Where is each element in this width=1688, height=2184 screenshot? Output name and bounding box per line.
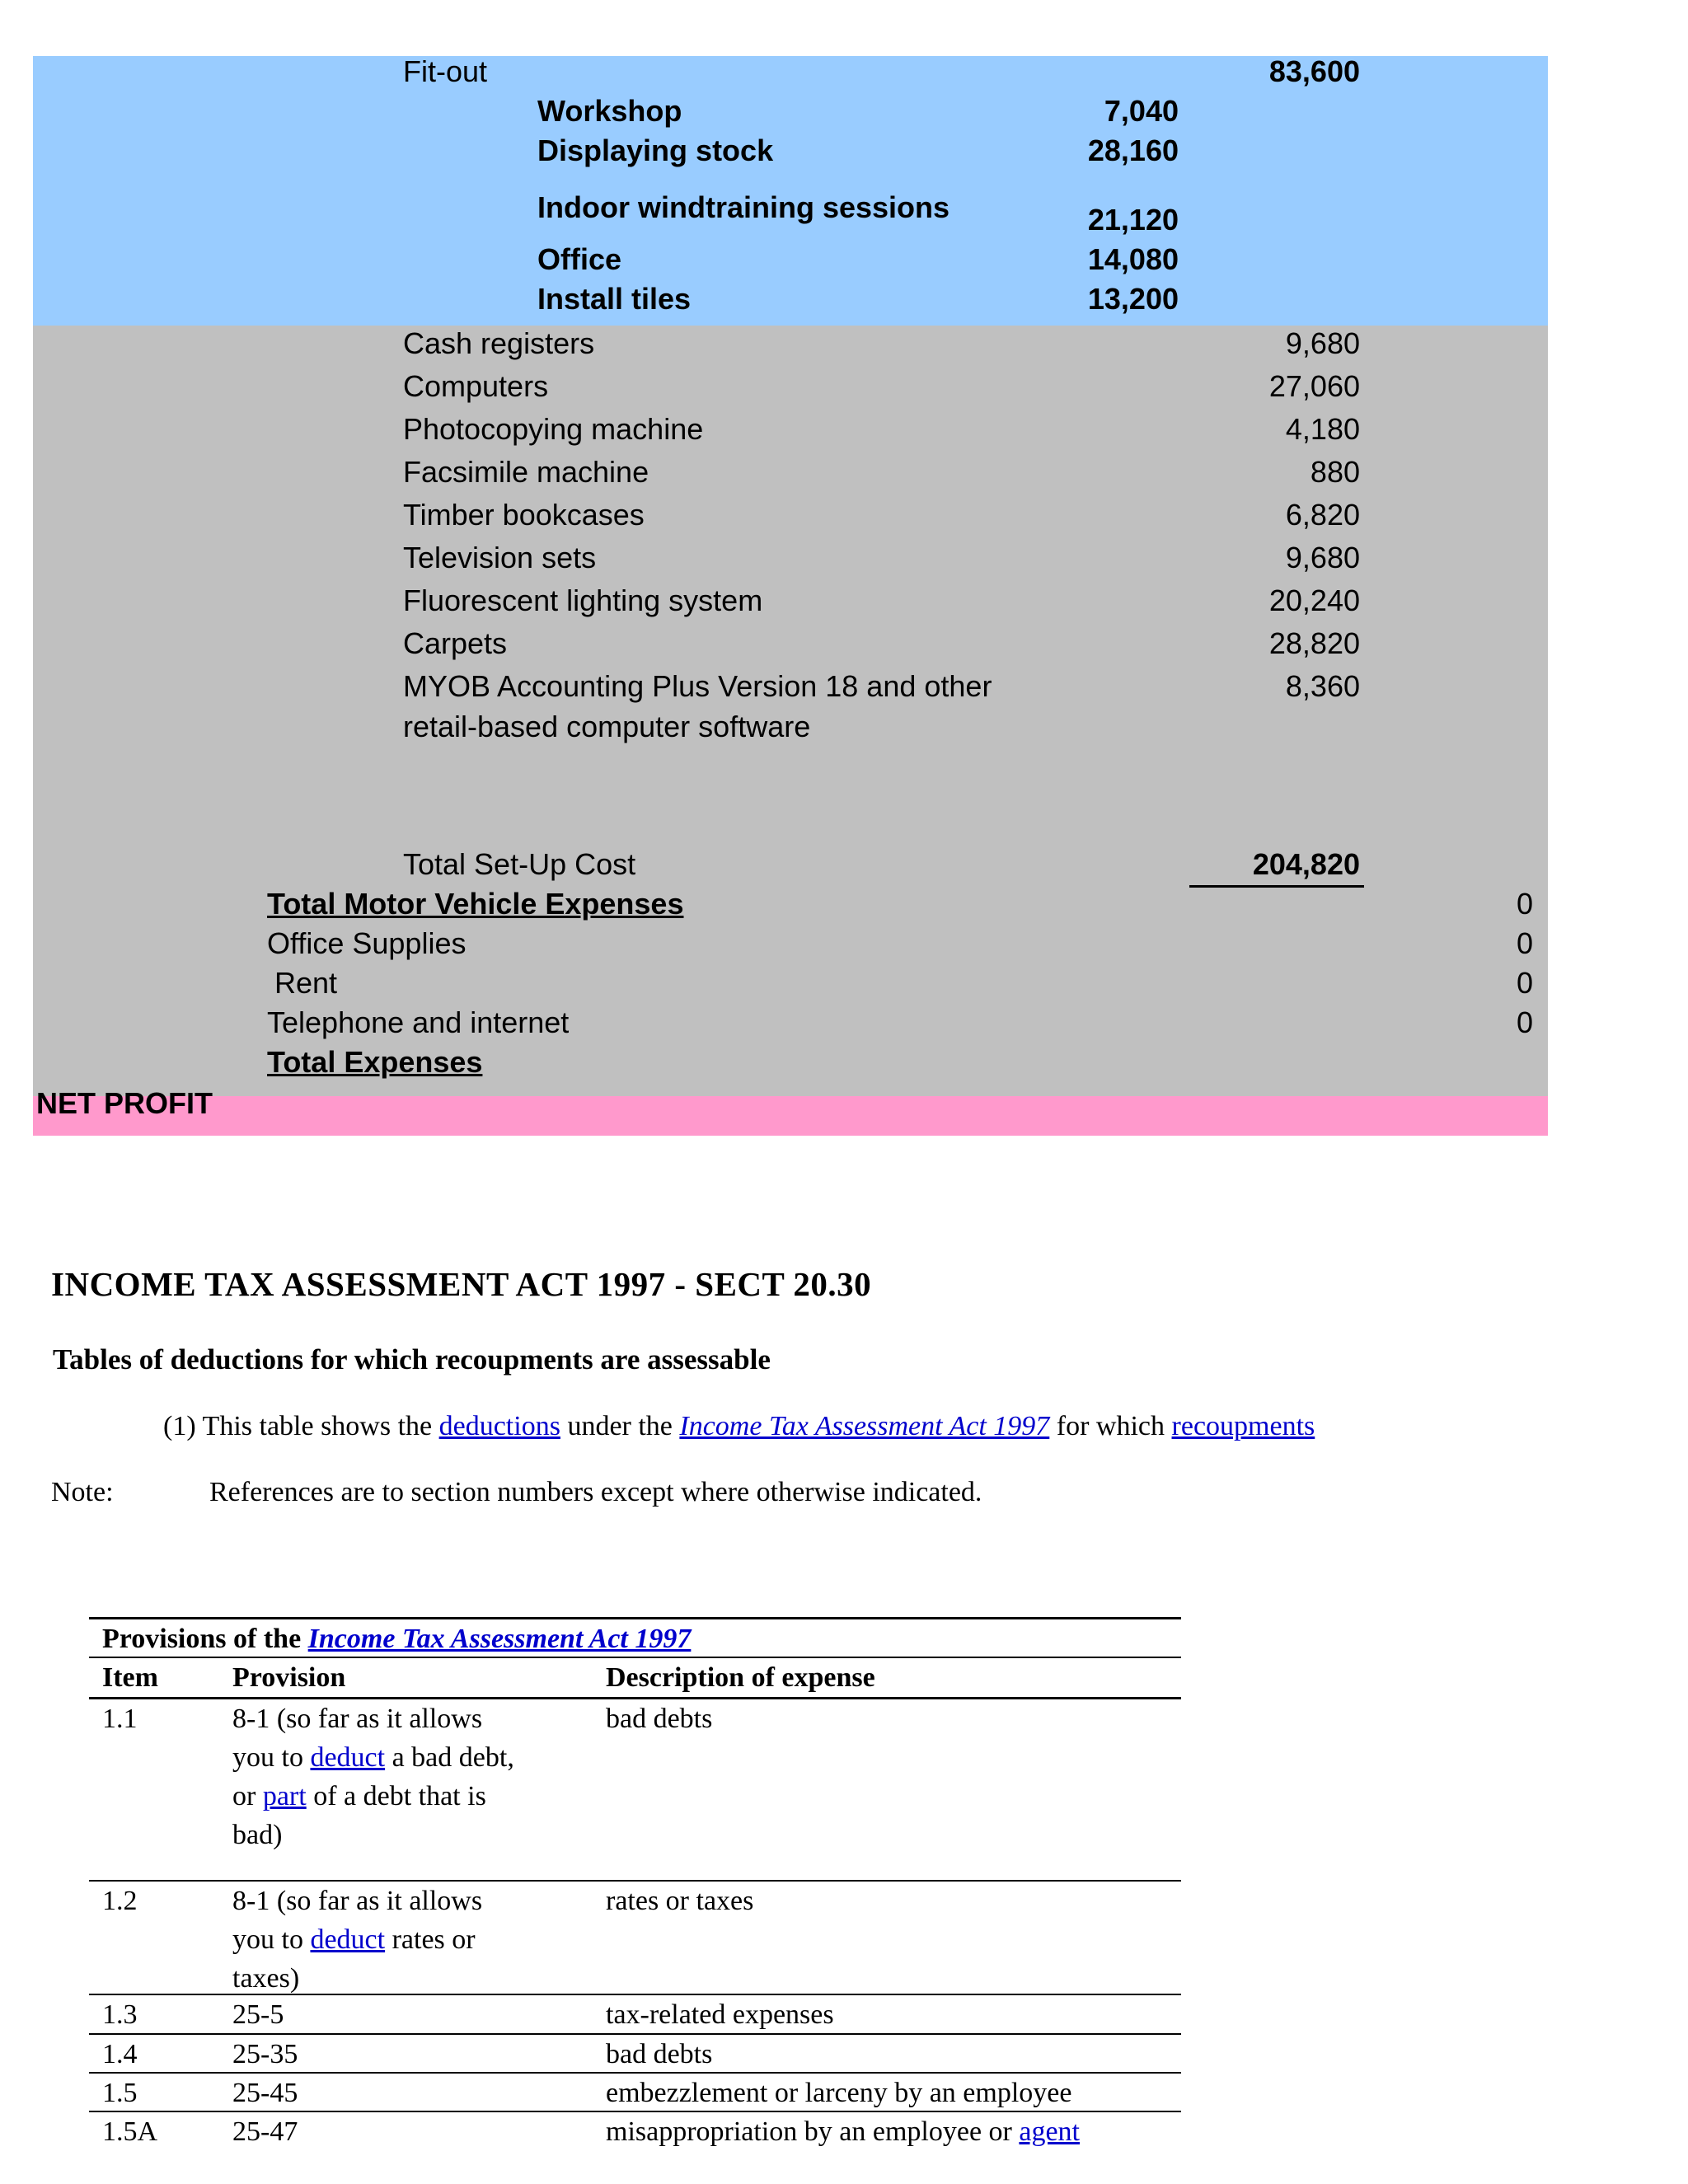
provision-line-text: you to (232, 1924, 311, 1955)
item-number: 1.3 (102, 1999, 138, 2030)
provision-line (232, 1882, 482, 1920)
fitout-item-label: Install tiles (537, 282, 692, 316)
fitout-item-value: 13,200 (1087, 282, 1179, 316)
fitout-label: Fit-out (403, 54, 488, 88)
expense-label: Rent (274, 966, 338, 1000)
net-profit-row-background (33, 1096, 1548, 1136)
fitout-item-label: Office (537, 242, 622, 276)
paragraph-text: under the (567, 1411, 673, 1441)
provision-line-text: 25-35 (232, 2039, 298, 2069)
provision-line (232, 1777, 514, 1816)
section-subheading: Tables of deductions for which recoupments are assessable (53, 1343, 771, 1376)
provision-link[interactable]: deduct (310, 1924, 386, 1955)
paragraph-text: for which (1056, 1411, 1165, 1441)
agent-link[interactable]: agent (1019, 2116, 1081, 2147)
net-profit-label: NET PROFIT (36, 1086, 213, 1120)
description-text: bad debts (606, 1704, 713, 1734)
total-setup-underline (1189, 885, 1364, 888)
expense-label: Total Motor Vehicle Expenses (267, 887, 684, 921)
provision-line (232, 2112, 298, 2151)
provision-line (232, 2035, 298, 2074)
header-description: Description of expense (606, 1662, 875, 1693)
provision-line (232, 1699, 514, 1738)
expense-label: Office Supplies (267, 926, 467, 960)
equipment-value: 880 (1310, 455, 1360, 489)
section-heading: INCOME TAX ASSESSMENT ACT 1997 - SECT 20.30 (51, 1265, 872, 1303)
deductions-link[interactable]: deductions (438, 1411, 560, 1441)
provision-line (232, 1816, 514, 1854)
description-text-part: misappropriation by an employee or (606, 2116, 1012, 2147)
provision-text (232, 2112, 298, 2151)
equipment-label-continued: retail-based computer software (403, 710, 811, 743)
description-text: tax-related expenses (606, 1999, 834, 2030)
provision-line-text: of a debt that is (306, 1781, 486, 1811)
provision-line (232, 1920, 482, 1959)
provision-line-text: or (232, 1781, 263, 1811)
equipment-label: MYOB Accounting Plus Version 18 and other (403, 669, 992, 703)
equipment-value: 8,360 (1285, 669, 1360, 703)
item-number: 1.2 (102, 1886, 138, 1916)
equipment-value: 9,680 (1285, 541, 1360, 574)
provision-line-text: 8-1 (so far as it allows (232, 1704, 483, 1734)
equipment-label: Photocopying machine (403, 412, 704, 446)
provision-line-text: rates or (385, 1924, 476, 1955)
equipment-value: 9,680 (1285, 326, 1360, 360)
item-number: 1.5A (102, 2116, 158, 2147)
description-text: bad debts (606, 2039, 713, 2069)
fitout-item-value: 21,120 (1087, 203, 1179, 237)
total-setup-label: Total Set-Up Cost (403, 847, 636, 881)
provision-line (232, 1995, 284, 2034)
fitout-item-value: 7,040 (1104, 94, 1179, 128)
item-number: 1.1 (102, 1704, 138, 1734)
provision-link[interactable]: deduct (310, 1742, 386, 1773)
fitout-total: 83,600 (1268, 54, 1360, 88)
provision-line (232, 2074, 298, 2112)
description-text: embezzlement or larceny by an employee (606, 2078, 1072, 2108)
total-expenses-label: Total Expenses (267, 1045, 483, 1079)
total-setup-value: 204,820 (1252, 847, 1360, 881)
item-number: 1.5 (102, 2078, 138, 2108)
header-provision: Provision (232, 1662, 346, 1693)
fitout-item-label: Indoor windtraining sessions (537, 190, 950, 224)
equipment-value: 20,240 (1268, 583, 1360, 617)
provision-line-text: 25-5 (232, 1999, 284, 2030)
fitout-item-label: Workshop (537, 94, 682, 128)
equipment-label: Timber bookcases (403, 498, 645, 532)
provision-text (232, 1882, 482, 1998)
fitout-item-value: 28,160 (1087, 134, 1179, 167)
header-item: Item (102, 1662, 158, 1693)
equipment-value: 6,820 (1285, 498, 1360, 532)
table-caption-act-link[interactable]: Income Tax Assessment Act 1997 (307, 1624, 692, 1654)
provision-text (232, 2074, 298, 2112)
description-text: rates or taxes (606, 1886, 754, 1916)
expense-value: 0 (1516, 1005, 1533, 1039)
provision-text (232, 2035, 298, 2074)
table-caption (102, 1619, 691, 1658)
expense-label: Telephone and internet (267, 1005, 570, 1039)
equipment-label: Television sets (403, 541, 597, 574)
provision-text (232, 1699, 514, 1854)
act-link[interactable]: Income Tax Assessment Act 1997 (679, 1411, 1050, 1441)
provision-line (232, 1959, 482, 1998)
equipment-label: Cash registers (403, 326, 595, 360)
expense-value: 0 (1516, 966, 1533, 1000)
paragraph-1 (163, 1411, 1315, 1442)
equipment-label: Computers (403, 369, 549, 403)
fitout-item-value: 14,080 (1087, 242, 1179, 276)
table-caption-text: Provisions of the (102, 1624, 302, 1654)
paragraph-number: (1) (163, 1411, 196, 1441)
item-number: 1.4 (102, 2039, 138, 2069)
provision-text (232, 1995, 284, 2034)
note-text: References are to section numbers except where otherwise indicated. (209, 1477, 982, 1507)
provision-line-text: 25-45 (232, 2078, 298, 2108)
provision-link[interactable]: part (262, 1781, 307, 1811)
recoupments-link[interactable]: recoupments (1171, 1411, 1315, 1441)
equipment-label: Facsimile machine (403, 455, 649, 489)
provision-line-text: a bad debt, (385, 1742, 514, 1773)
equipment-value: 27,060 (1268, 369, 1360, 403)
description-text (606, 2112, 1080, 2151)
expense-value: 0 (1516, 887, 1533, 921)
fitout-item-label: Displaying stock (537, 134, 774, 167)
note-label: Note: (51, 1477, 114, 1507)
provision-line (232, 1738, 514, 1777)
equipment-label: Fluorescent lighting system (403, 583, 763, 617)
equipment-label: Carpets (403, 626, 508, 660)
provision-line-text: 8-1 (so far as it allows (232, 1886, 483, 1916)
expense-value: 0 (1516, 926, 1533, 960)
provision-line-text: 25-47 (232, 2116, 298, 2147)
equipment-value: 28,820 (1268, 626, 1360, 660)
equipment-value: 4,180 (1285, 412, 1360, 446)
provision-line-text: bad) (232, 1820, 283, 1850)
paragraph-text: This table shows the (202, 1411, 433, 1441)
provision-line-text: taxes) (232, 1963, 300, 1994)
provision-line-text: you to (232, 1742, 311, 1773)
